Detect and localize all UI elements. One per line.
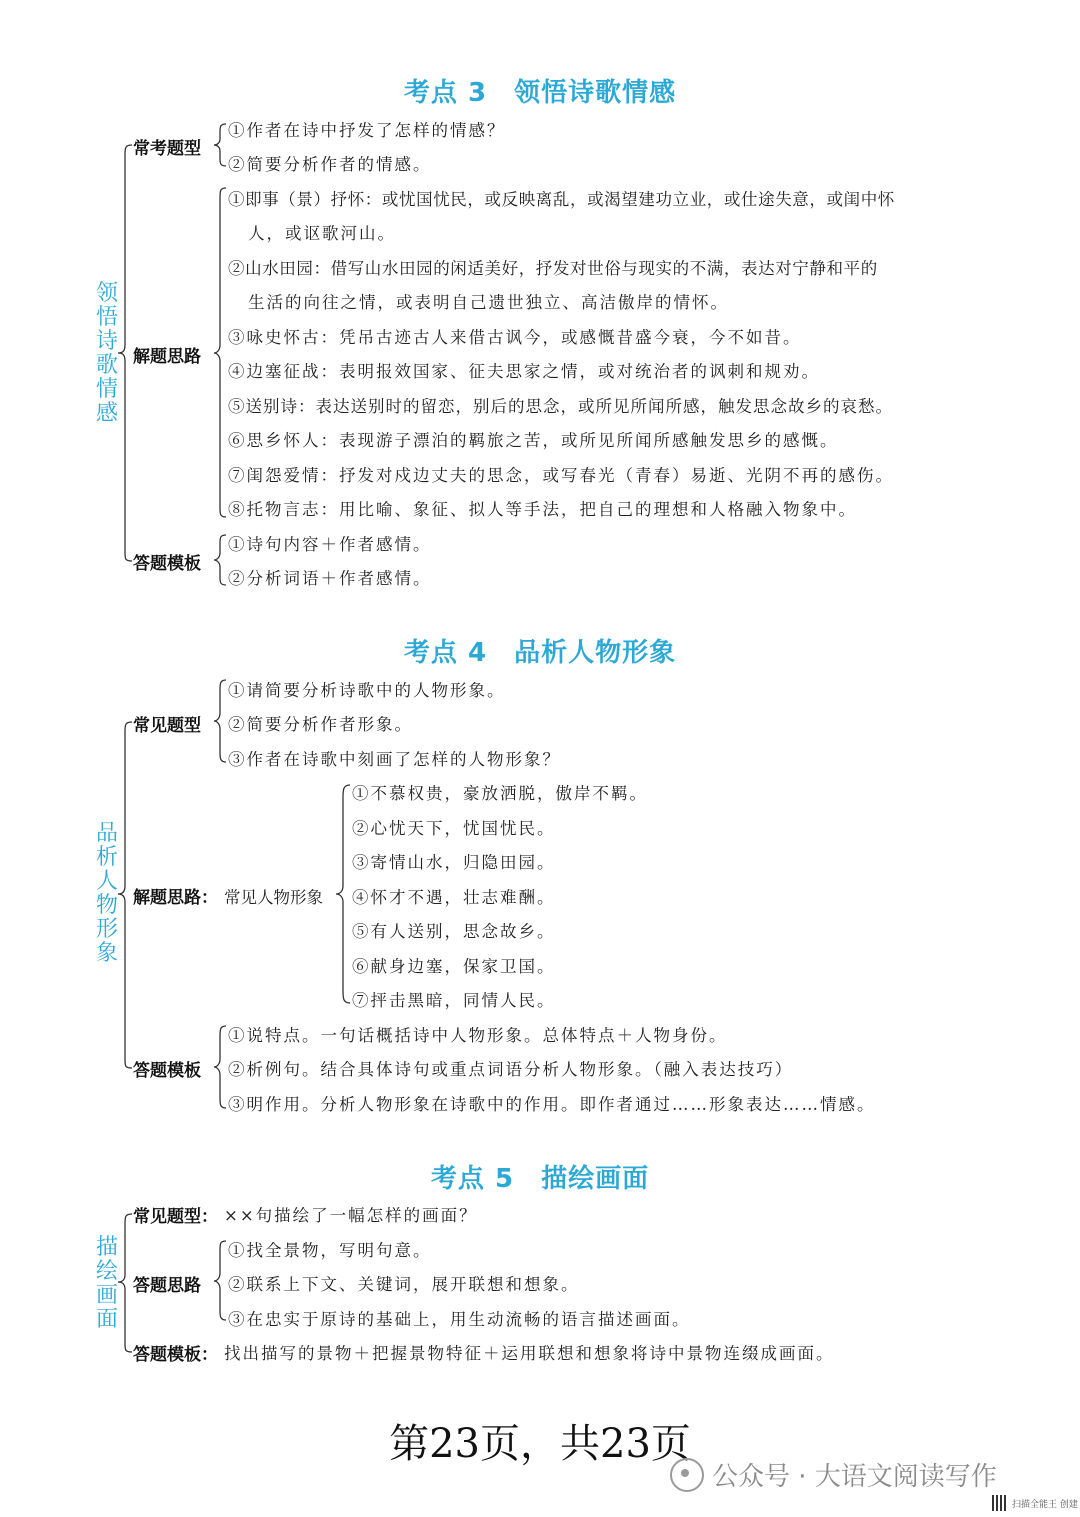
s4-label-template: 答题模板 xyxy=(133,1061,201,1081)
s4-idea-3: ③寄情山水，归隐田园。 xyxy=(352,853,556,872)
section5-title: 考点 5 描绘画面 xyxy=(430,1164,650,1194)
s3-idea-3: ③咏史怀古：凭吊古迹古人来借古讽今，或感慨昔盛今衰，今不如昔。 xyxy=(228,328,802,347)
s5-type: ××句描绘了一幅怎样的画面？ xyxy=(224,1206,478,1225)
section5-side-label: 描绘画面 xyxy=(95,1235,118,1332)
s4-idea-1: ①不慕权贵，豪放洒脱，傲岸不羁。 xyxy=(352,784,648,803)
s3-idea-2: ②山水田园：借写山水田园的闲适美好，抒发对世俗与现实的不满，表达对宁静和平的 xyxy=(228,259,878,278)
s3-type-1: ①作者在诗中抒发了怎样的情感？ xyxy=(228,121,506,140)
s4-idea-4: ④怀才不遇，壮志难酬。 xyxy=(352,888,556,907)
s3-type-2: ②简要分析作者的情感。 xyxy=(228,155,432,174)
s3-idea-4: ④边塞征战：表明报效国家、征夫思家之情，或对统治者的讽刺和规劝。 xyxy=(228,362,820,381)
watermark-text: 公众号 · 大语文阅读写作 xyxy=(712,1462,997,1492)
s3-idea-1b: 人，或讴歌河山。 xyxy=(248,224,396,243)
s3-label-type: 常考题型 xyxy=(133,139,201,159)
s4-label-type: 常见题型 xyxy=(133,716,201,736)
s3-idea-1: ①即事（景）抒怀：或忧国忧民，或反映离乱，或渴望建功立业，或仕途失意，或闺中怀 xyxy=(228,190,895,209)
s3-idea-2b: 生活的向往之情，或表明自己遗世独立、高洁傲岸的情怀。 xyxy=(248,293,729,312)
page-number: 第23页，共23页 xyxy=(389,1421,691,1467)
section3-title: 考点 3 领悟诗歌情感 xyxy=(403,78,677,108)
section3-side-label: 领悟诗歌情感 xyxy=(95,281,118,426)
s3-template-2: ②分析词语＋作者感情。 xyxy=(228,569,432,588)
section4-title: 考点 4 品析人物形象 xyxy=(403,638,677,668)
s4-template-2: ②析例句。结合具体诗句或重点词语分析人物形象。（融入表达技巧） xyxy=(228,1060,794,1079)
s4-idea-2: ②心忧天下，忧国忧民。 xyxy=(352,819,556,838)
s3-idea-7: ⑦闺怨爱情：抒发对戍边丈夫的思念，或写春光（青春）易逝、光阴不再的感伤。 xyxy=(228,466,894,485)
s4-idea-5: ⑤有人送别，思念故乡。 xyxy=(352,922,556,941)
s5-template: 找出描写的景物＋把握景物特征＋运用联想和想象将诗中景物连缀成画面。 xyxy=(224,1344,835,1363)
s4-type-1: ①请简要分析诗歌中的人物形象。 xyxy=(228,681,506,700)
s4-idea-prefix: 常见人物形象 xyxy=(224,888,323,907)
wechat-watermark xyxy=(670,1456,997,1493)
s5-idea-3: ③在忠实于原诗的基础上，用生动流畅的语言描述画面。 xyxy=(228,1310,691,1329)
s3-template-1: ①诗句内容＋作者感情。 xyxy=(228,535,432,554)
wechat-icon xyxy=(670,1458,704,1492)
s5-idea-1: ①找全景物，写明句意。 xyxy=(228,1241,432,1260)
s4-label-idea: 解题思路： xyxy=(133,888,218,908)
s4-type-2: ②简要分析作者形象。 xyxy=(228,715,413,734)
s3-idea-8: ⑧托物言志：用比喻、象征、拟人等手法，把自己的理想和人格融入物象中。 xyxy=(228,500,857,519)
s4-idea-6: ⑥献身边塞，保家卫国。 xyxy=(352,957,556,976)
s5-label-type: 常见题型： xyxy=(133,1207,218,1227)
scanner-credit: 扫描全能王 创建 xyxy=(1012,1500,1078,1510)
s3-idea-5: ⑤送别诗：表达送别时的留恋，别后的思念，或所见所闻所感，触发思念故乡的哀愁。 xyxy=(228,397,893,416)
s5-label-template: 答题模板： xyxy=(133,1345,218,1365)
s3-idea-6: ⑥思乡怀人：表现游子漂泊的羁旅之苦，或所见所闻所感触发思乡的感慨。 xyxy=(228,431,839,450)
section4-side-label: 品析人物形象 xyxy=(95,821,118,966)
s4-template-1: ①说特点。一句话概括诗中人物形象。总体特点＋人物身份。 xyxy=(228,1026,728,1045)
s5-label-idea: 答题思路 xyxy=(133,1276,201,1296)
s4-template-3: ③明作用。分析人物形象在诗歌中的作用。即作者通过……形象表达……情感。 xyxy=(228,1095,876,1114)
s3-label-template: 答题模板 xyxy=(133,554,201,574)
s4-idea-7: ⑦抨击黑暗，同情人民。 xyxy=(352,991,556,1010)
s3-label-idea: 解题思路 xyxy=(133,347,201,367)
s4-type-3: ③作者在诗歌中刻画了怎样的人物形象？ xyxy=(228,750,561,769)
qr-code-icon xyxy=(992,1495,1008,1511)
s5-idea-2: ②联系上下文、关键词，展开联想和想象。 xyxy=(228,1275,580,1294)
